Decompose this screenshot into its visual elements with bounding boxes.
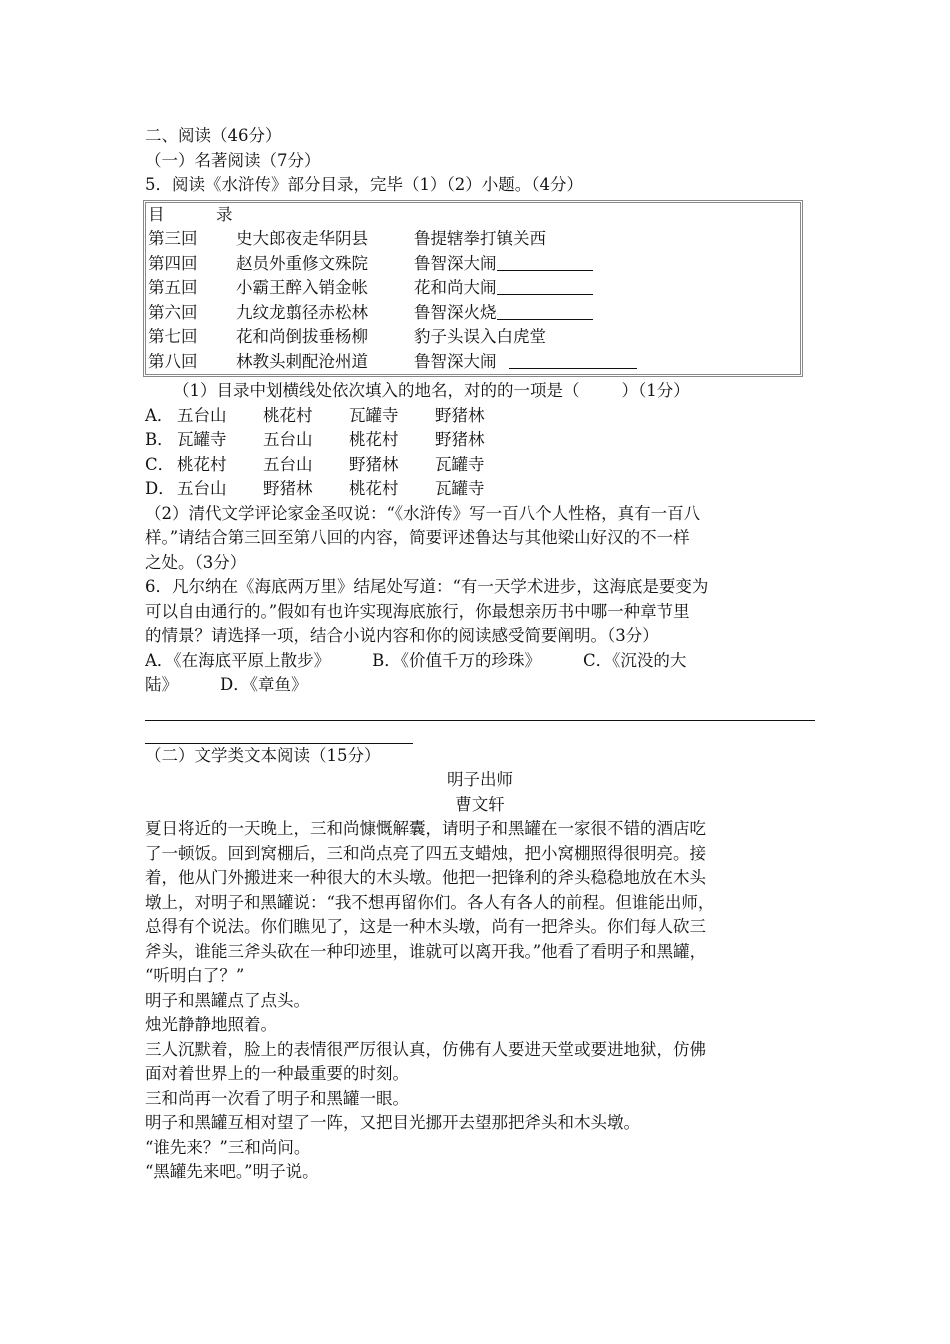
document-body	[145, 124, 815, 1185]
story-line: 夏日将近的一天晚上，三和尚慷慨解囊，请明子和黑罐在一家很不错的酒店吃	[145, 819, 706, 838]
subsection-title: （一）名著阅读（7分）	[145, 150, 321, 170]
story-author: 曹文轩	[455, 794, 505, 814]
story-line: 面对着世界上的一种最重要的时刻。	[145, 1064, 409, 1083]
story-title: 明子出师	[447, 770, 513, 789]
question-5-1-stem: （1）目录中划横线处依次填入的地名，对的的一项是（ ）（1分）	[173, 381, 690, 400]
question-5-stem: 5．阅读《水浒传》部分目录，完毕（1）（2）小题。（4分）	[145, 175, 583, 194]
option-a: A． 五台山 桃花村 瓦罐寺 野猪林	[145, 405, 485, 425]
toc-heading: 目 录	[148, 204, 233, 224]
fill-blank	[509, 350, 637, 369]
story-line: 明子和黑罐点了点头。	[145, 990, 310, 1010]
toc-row: 第五回 小霸王醉入销金帐 花和尚大闹	[148, 276, 798, 301]
story-line: 着，他从门外搬进来一种很大的木头墩。他把一把锋利的斧头稳稳地放在木头	[145, 868, 706, 887]
fill-blank	[497, 301, 593, 320]
story-line: 明子和黑罐互相对望了一阵，又把目光挪开去望那把斧头和木头墩。	[145, 1113, 640, 1132]
answer-line[interactable]	[145, 698, 815, 721]
story-line: “谁先来？”三和尚问。	[145, 1137, 311, 1157]
question-6-line: 可以自由通行的。”假如有也许实现海底旅行，你最想亲历书中哪一种章节里	[145, 601, 690, 621]
question-6-line: 6．凡尔纳在《海底两万里》结尾处写道：“有一天学术进步，这海底是要变为	[145, 577, 709, 596]
option-d: D． 五台山 野猪林 桃花村 瓦罐寺	[145, 479, 485, 498]
story-line: 三人沉默着，脸上的表情很严厉很认真，仿佛有人要进天堂或要进地狱，仿佛	[145, 1039, 706, 1059]
story-line: 三和尚再一次看了明子和黑罐一眼。	[145, 1088, 409, 1108]
option-c: C． 桃花村 五台山 野猪林 瓦罐寺	[145, 454, 485, 474]
question-5-2-line: 之处。（3分）	[145, 552, 247, 572]
story-line: 烛光静静地照着。	[145, 1015, 277, 1034]
section-title: 二、阅读（46分）	[145, 126, 282, 145]
fill-blank	[497, 252, 593, 271]
option-b: B． 瓦罐寺 五台山 桃花村 野猪林	[145, 430, 485, 449]
toc-row: 第七回 花和尚倒拔垂杨柳 豹子头误入白虎堂	[148, 327, 546, 346]
answer-line[interactable]	[145, 721, 413, 744]
subsection-title: （二）文学类文本阅读（15分）	[145, 745, 381, 765]
story-line: 墩上，对明子和黑罐说：“我不想再留你们。各人有各人的前程。但谁能出师，	[145, 892, 715, 912]
story-line: “黑罐先来吧。”明子说。	[145, 1162, 319, 1181]
toc-row: 第六回 九纹龙翦径赤松林 鲁智深火烧	[148, 301, 798, 326]
story-line: “听明白了？”	[145, 966, 245, 985]
story-line: 总得有个说法。你们瞧见了，这是一种木头墩，尚有一把斧头。你们每人砍三	[145, 917, 706, 936]
story-line: 斧头，谁能三斧头砍在一种印迹里，谁就可以离开我。”他看了看明子和黑罐，	[145, 941, 707, 961]
toc-row: 第四回 赵员外重修文殊院 鲁智深大闹	[148, 252, 798, 277]
story-line: 了一顿饭。回到窝棚后，三和尚点亮了四五支蜡烛，把小窝棚照得很明亮。接	[145, 843, 706, 863]
question-5-2-line: 样。”请结合第三回至第八回的内容，简要评述鲁达与其他梁山好汉的不一样	[145, 528, 690, 547]
fill-blank	[497, 276, 593, 295]
toc-row: 第八回 林教头刺配沧州道 鲁智深大闹	[148, 350, 798, 375]
question-6-options: 陆》 D．《章鱼》	[145, 675, 308, 694]
question-6-options: A．《在海底平原上散步》 B．《价值千万的珍珠》 C．《沉没的大	[145, 650, 687, 670]
toc-row: 第三回 史大郎夜走华阴县 鲁提辖拳打镇关西	[148, 229, 546, 248]
question-5-2-line: （2）清代文学评论家金圣叹说：“《水浒传》写一百八个人性格，真有一百八	[145, 503, 701, 523]
question-6-line: 的情景？请选择一项，结合小说内容和你的阅读感受简要阐明。（3分）	[145, 626, 659, 645]
table-of-contents-box	[143, 200, 803, 378]
